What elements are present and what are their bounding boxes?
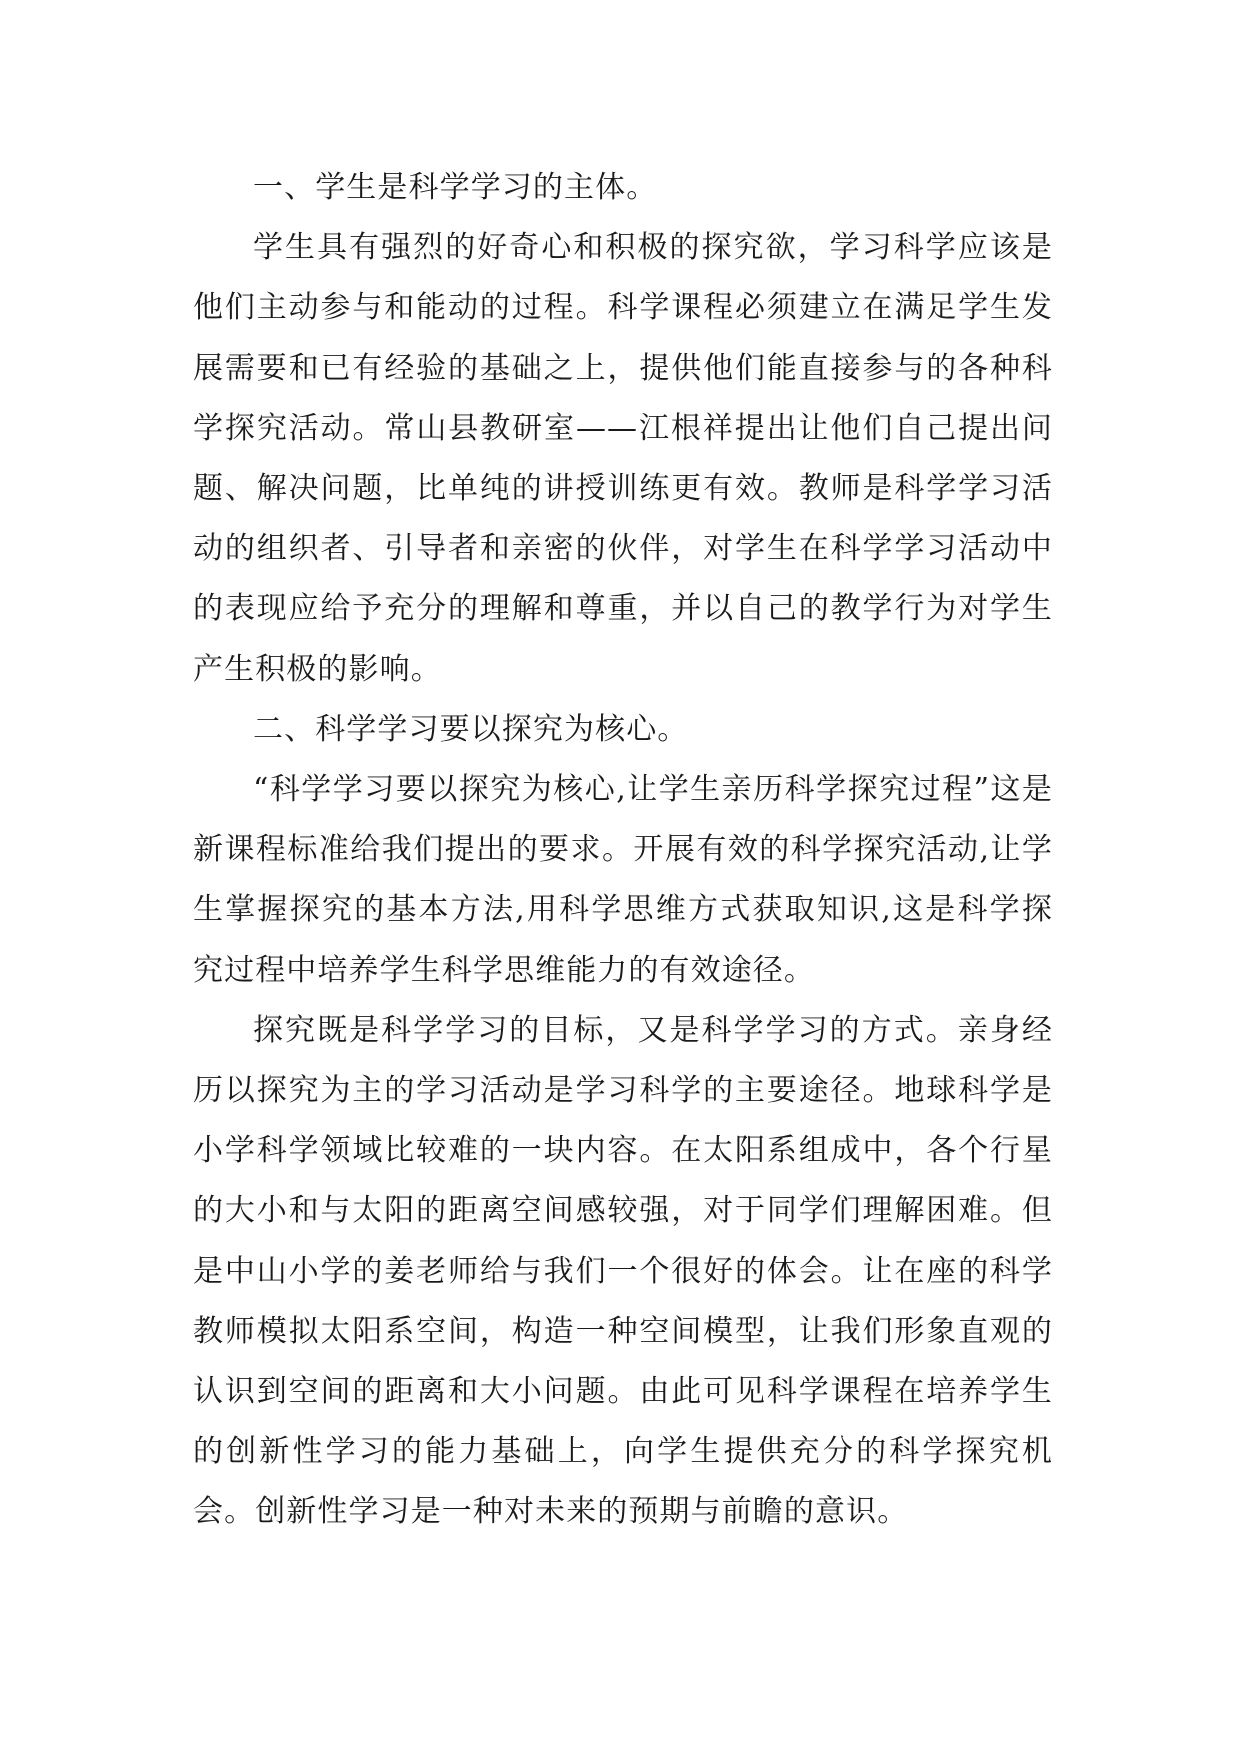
body-paragraph-3: 探究既是科学学习的目标，又是科学学习的方式。亲身经历以探究为主的学习活动是学习科学的主要途径。地球科学是小学科学领域比较难的一块内容。在太阳系组成中，各个行星的大小和与太阳的距离空间感较强，对于同学们理解困难。但是中山小学的姜老师给与我们一个很好的体会。让在座的科学教师模拟太阳系空间，构造一种空间模型，让我们形象直观的认识到空间的距离和大小问题。由此可见科学课程在培养学生的创新性学习的能力基础上，向学生提供充分的科学探究机会。创新性学习是一种对未来的预期与前瞻的意识。 — [193, 1012, 1053, 1530]
body-paragraph-2: “科学学习要以探究为核心,让学生亲历科学探究过程”这是新课程标准给我们提出的要求。开展有效的科学探究活动,让学生掌握探究的基本方法,用科学思维方式获取知识,这是科学探究过程中培养学生科学思维能力的有效途径。 — [193, 772, 1053, 988]
document-page — [193, 158, 1053, 1543]
section-heading-1: 一、学生是科学学习的主体。 — [253, 170, 658, 205]
body-paragraph-1: 学生具有强烈的好奇心和积极的探究欲，学习科学应该是他们主动参与和能动的过程。科学课程必须建立在满足学生发展需要和已有经验的基础之上，提供他们能直接参与的各种科学探究活动。常山县教研室——江根祥提出让他们自己提出问题、解决问题，比单纯的讲授训练更有效。教师是科学学习活动的组织者、引导者和亲密的伙伴，对学生在科学学习活动中的表现应给予充分的理解和尊重，并以自己的教学行为对学生产生积极的影响。 — [193, 230, 1053, 687]
section-heading-2: 二、科学学习要以探究为核心。 — [253, 711, 689, 747]
